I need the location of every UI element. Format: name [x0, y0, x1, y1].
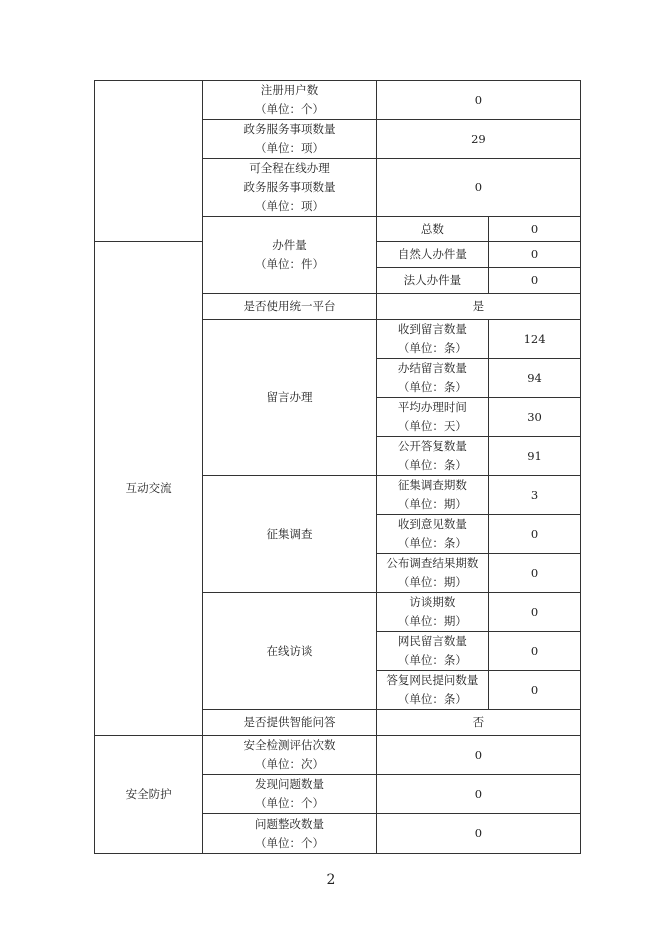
group-label: 在线访谈	[203, 593, 377, 710]
sub-label: 法人办件量	[376, 268, 488, 294]
sub-value: 0	[489, 242, 581, 268]
table-row	[95, 736, 581, 775]
row-value: 否	[376, 710, 580, 736]
page-number: 2	[326, 872, 336, 888]
sub-label: 答复网民提问数量 （单位：条）	[376, 671, 488, 710]
sub-value: 124	[489, 320, 581, 359]
row-value: 0	[376, 81, 580, 120]
row-label: 问题整改数量 （单位：个）	[203, 814, 377, 854]
section-label: 互动交流	[95, 242, 203, 736]
sub-label: 公开答复数量 （单位：条）	[376, 437, 488, 476]
row-label: 安全检测评估次数 （单位：次）	[203, 736, 377, 775]
row-label: 是否提供智能问答	[203, 710, 377, 736]
sub-label: 征集调查期数 （单位：期）	[376, 476, 488, 515]
sub-value: 0	[489, 268, 581, 294]
sub-value: 91	[489, 437, 581, 476]
row-value: 0	[376, 775, 580, 814]
sub-value: 94	[489, 359, 581, 398]
row-value: 0	[376, 159, 580, 217]
table-row	[95, 81, 581, 120]
row-value: 0	[376, 736, 580, 775]
group-label: 征集调查	[203, 476, 377, 593]
row-label: 注册用户数 （单位：个）	[203, 81, 377, 120]
row-label: 办件量 （单位：件）	[203, 217, 377, 294]
sub-label: 收到留言数量 （单位：条）	[376, 320, 488, 359]
sub-label: 总数	[376, 217, 488, 242]
row-value: 29	[376, 120, 580, 159]
group-label: 留言办理	[203, 320, 377, 476]
sub-label: 访谈期数 （单位：期）	[376, 593, 488, 632]
sub-label: 办结留言数量 （单位：条）	[376, 359, 488, 398]
sub-label: 平均办理时间 （单位：天）	[376, 398, 488, 437]
sub-value: 0	[489, 217, 581, 242]
sub-value: 3	[489, 476, 581, 515]
sub-label: 公布调查结果期数 （单位：期）	[376, 554, 488, 593]
section-label: 安全防护	[95, 736, 203, 854]
sub-value: 0	[489, 593, 581, 632]
sub-value: 0	[489, 632, 581, 671]
sub-value: 0	[489, 554, 581, 593]
sub-value: 30	[489, 398, 581, 437]
sub-label: 收到意见数量 （单位：条）	[376, 515, 488, 554]
row-label: 政务服务事项数量 （单位：项）	[203, 120, 377, 159]
section-cell-empty	[95, 81, 203, 242]
sub-value: 0	[489, 671, 581, 710]
row-value: 是	[376, 294, 580, 320]
row-label: 发现问题数量 （单位：个）	[203, 775, 377, 814]
sub-label: 网民留言数量 （单位：条）	[376, 632, 488, 671]
sub-value: 0	[489, 515, 581, 554]
row-label: 可全程在线办理 政务服务事项数量 （单位：项）	[203, 159, 377, 217]
row-value: 0	[376, 814, 580, 854]
row-label: 是否使用统一平台	[203, 294, 377, 320]
sub-label: 自然人办件量	[376, 242, 488, 268]
statistics-table	[94, 80, 581, 854]
